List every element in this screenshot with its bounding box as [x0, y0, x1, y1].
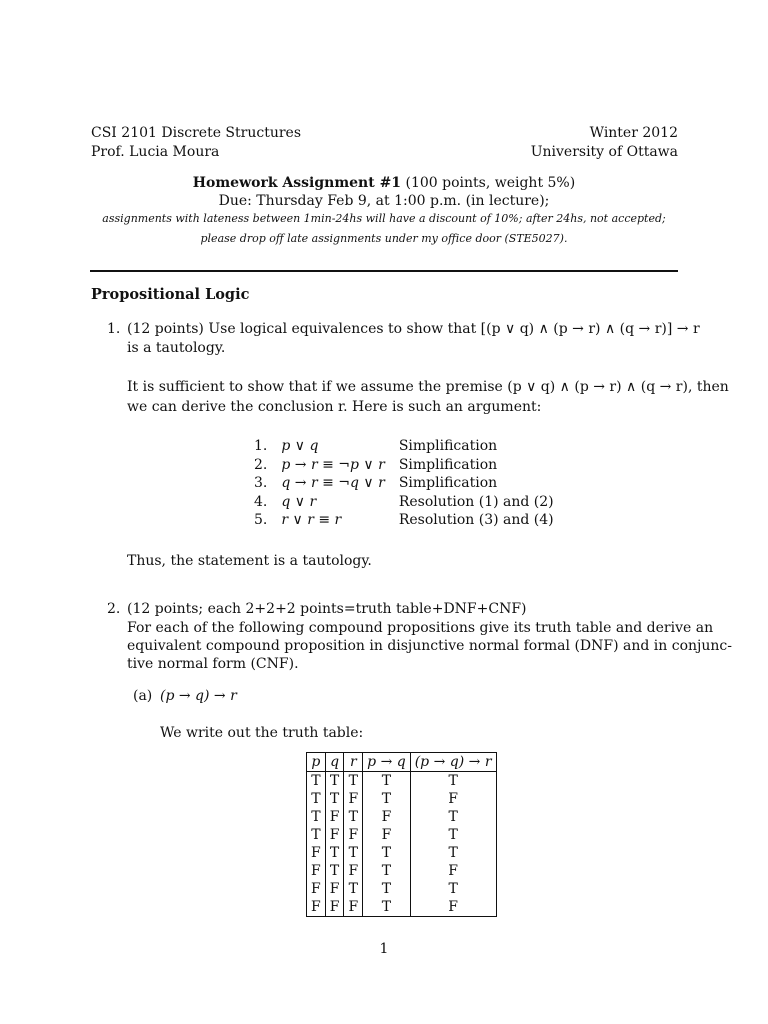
q2-number: 2.: [107, 601, 121, 617]
truth-table-header: p → q: [363, 753, 411, 772]
step-reason: Resolution (3) and (4): [398, 512, 554, 528]
truth-table-cell: F: [344, 898, 363, 917]
truth-table-row: [307, 862, 497, 880]
truth-table-cell: F: [363, 826, 411, 844]
step-formula: p → r ≡ ¬p ∨ r: [281, 456, 385, 473]
truth-table-cell: T: [325, 772, 344, 791]
step-formula: q ∨ r: [281, 493, 317, 510]
truth-table-container: [306, 752, 497, 917]
step-reason: Simplification: [398, 438, 498, 454]
assignment-title-bold: Homework Assignment #1: [192, 175, 402, 191]
truth-table-row: [307, 808, 497, 826]
assignment-title-rest: (100 points, weight 5%): [401, 175, 576, 191]
horizontal-rule: [90, 270, 678, 272]
derivation-step: [250, 474, 558, 493]
truth-table-cell: T: [410, 808, 496, 826]
part-a-label: (a): [133, 688, 153, 704]
truth-table-header: (p → q) → r: [410, 753, 496, 772]
truth-table-cell: F: [410, 862, 496, 880]
section-title: Propositional Logic: [91, 286, 250, 303]
truth-table-cell: T: [325, 844, 344, 862]
step-reason: Resolution (1) and (2): [398, 493, 554, 510]
truth-table-cell: T: [363, 790, 411, 808]
truth-table-cell: F: [363, 808, 411, 826]
truth-table-row: [307, 790, 497, 808]
truth-table-header-row: [307, 753, 497, 772]
professor-name: Prof. Lucia Moura: [91, 144, 220, 160]
truth-table-intro: We write out the truth table:: [160, 725, 364, 741]
truth-table-cell: T: [325, 862, 344, 880]
truth-table-cell: T: [410, 826, 496, 844]
step-formula: q → r ≡ ¬q ∨ r: [281, 475, 385, 491]
truth-table-header: r: [344, 753, 363, 772]
truth-table-cell: F: [410, 790, 496, 808]
q1-number: 1.: [107, 321, 121, 337]
truth-table-cell: T: [363, 880, 411, 898]
truth-table-row: [307, 880, 497, 898]
truth-table-cell: F: [325, 826, 344, 844]
truth-table-cell: T: [307, 808, 326, 826]
derivation-step: [250, 493, 558, 512]
derivation-step: [250, 456, 558, 475]
step-number: 2.: [254, 456, 268, 473]
truth-table-cell: F: [344, 790, 363, 808]
truth-table-cell: T: [363, 772, 411, 791]
late-policy-line-1: assignments with lateness between 1min-24hs will have a discount of 10%; after 24hs, not accepted;: [102, 212, 666, 225]
truth-table-cell: T: [307, 826, 326, 844]
truth-table-cell: F: [307, 844, 326, 862]
q1-conclusion: Thus, the statement is a tautology.: [127, 553, 372, 569]
truth-table-row: [307, 898, 497, 917]
university: University of Ottawa: [530, 144, 678, 160]
truth-table-cell: T: [410, 844, 496, 862]
derivation-steps: [250, 437, 558, 530]
truth-table-row: [307, 844, 497, 862]
step-number: 4.: [254, 493, 268, 510]
truth-table-cell: T: [344, 772, 363, 791]
truth-table-cell: F: [325, 880, 344, 898]
truth-table-cell: F: [307, 862, 326, 880]
truth-table: [306, 752, 497, 917]
truth-table-cell: T: [363, 898, 411, 917]
truth-table-header: p: [307, 753, 326, 772]
truth-table-cell: F: [344, 862, 363, 880]
truth-table-cell: T: [363, 862, 411, 880]
q2-line-4: tive normal form (CNF).: [127, 656, 299, 672]
truth-table-cell: T: [344, 844, 363, 862]
q1-paragraph-line-2: we can derive the conclusion r. Here is such an argument:: [127, 399, 542, 415]
step-reason: Simplification: [398, 456, 498, 473]
truth-table-cell: T: [307, 790, 326, 808]
q2-line-2: For each of the following compound propositions give its truth table and derive an: [127, 620, 714, 636]
truth-table-cell: F: [325, 898, 344, 917]
derivation-table: [250, 437, 558, 530]
step-number: 5.: [254, 512, 268, 528]
q2-line-1: (12 points; each 2+2+2 points=truth table+DNF+CNF): [127, 601, 527, 617]
page-number: 1: [379, 941, 389, 957]
q2-line-3: equivalent compound proposition in disjunctive normal formal (DNF) and in conjunc-: [127, 638, 732, 654]
truth-table-cell: T: [410, 772, 496, 791]
truth-table-row: [307, 826, 497, 844]
truth-table-cell: F: [410, 898, 496, 917]
part-a-formula: (p → q) → r: [160, 688, 237, 704]
q1-paragraph-line-1: It is sufficient to show that if we assume the premise (p ∨ q) ∧ (p → r) ∧ (q → r), then: [127, 379, 729, 395]
truth-table-cell: T: [344, 880, 363, 898]
step-number: 1.: [254, 438, 268, 454]
truth-table-row: [307, 772, 497, 791]
step-number: 3.: [254, 475, 268, 491]
term: Winter 2012: [589, 125, 678, 141]
step-formula: p ∨ q: [281, 438, 319, 454]
step-formula: r ∨ r ≡ r: [281, 512, 342, 528]
truth-table-cell: F: [307, 898, 326, 917]
truth-table-cell: F: [307, 880, 326, 898]
truth-table-cell: T: [307, 772, 326, 791]
due-date: Due: Thursday Feb 9, at 1:00 p.m. (in lecture);: [218, 193, 550, 209]
truth-table-cell: F: [325, 808, 344, 826]
derivation-step: [250, 437, 558, 456]
truth-table-cell: T: [344, 808, 363, 826]
truth-table-cell: T: [325, 790, 344, 808]
late-policy-line-2: please drop off late assignments under my office door (STE5027).: [200, 232, 568, 245]
truth-table-cell: F: [344, 826, 363, 844]
derivation-step: [250, 511, 558, 530]
truth-table-cell: T: [410, 880, 496, 898]
step-reason: Simplification: [398, 475, 498, 491]
q1-line-1: (12 points) Use logical equivalences to show that [(p ∨ q) ∧ (p → r) ∧ (q → r)] → r: [127, 321, 700, 337]
course-name: CSI 2101 Discrete Structures: [91, 125, 301, 141]
truth-table-cell: T: [363, 844, 411, 862]
assignment-title: [0, 174, 768, 192]
q1-line-2: is a tautology.: [127, 340, 226, 356]
truth-table-header: q: [325, 753, 344, 772]
